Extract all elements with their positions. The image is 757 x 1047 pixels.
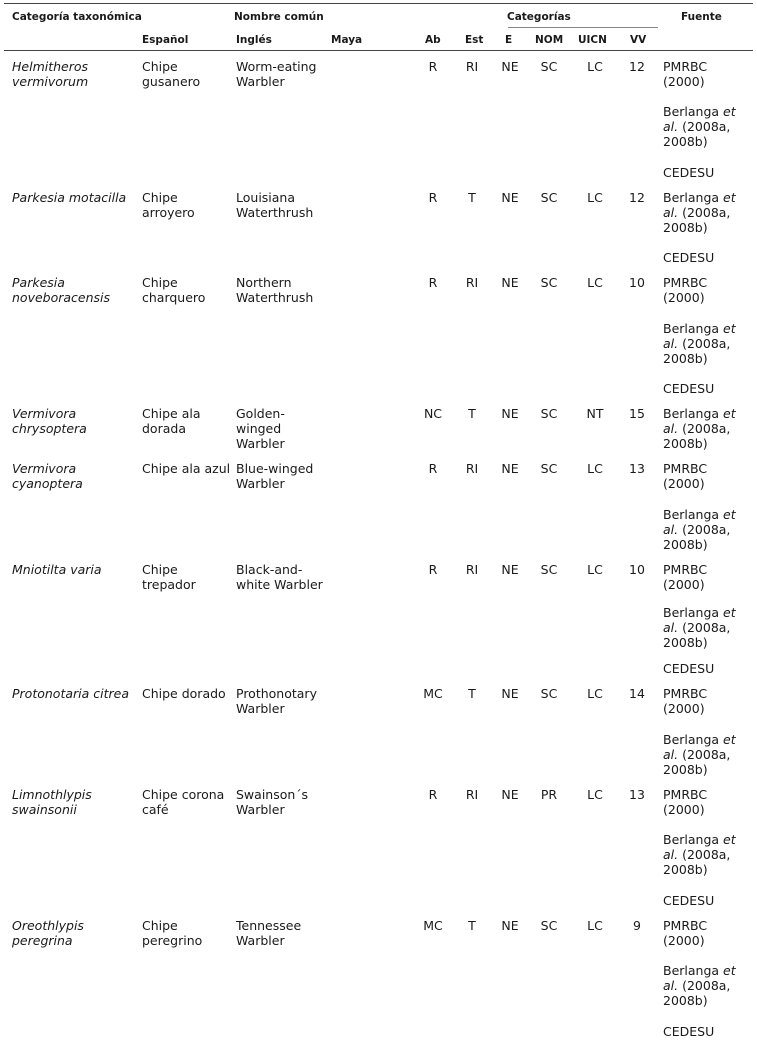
cell-taxon: Parkesia motacilla: [12, 190, 127, 205]
source-italic: et al.: [663, 963, 736, 993]
cell-est: RI: [465, 787, 479, 802]
cell-spanish: Chipe corona café: [142, 787, 225, 817]
source-years: (2008a, 2008b): [663, 336, 731, 366]
cell-ab: MC: [423, 686, 443, 701]
source-italic: et al.: [663, 190, 736, 220]
cell-nom: SC: [540, 190, 558, 205]
cell-nom: SC: [540, 562, 558, 577]
source-years: (2008a, 2008b): [663, 847, 731, 877]
source-citation: [663, 104, 743, 149]
cell-est: T: [468, 918, 476, 933]
cell-taxon: Oreothlypis peregrina: [12, 918, 84, 948]
cell-english: Golden-winged Warbler: [236, 406, 285, 451]
cell-spanish: Chipe ala azul: [142, 461, 231, 476]
source-text: Berlanga: [663, 832, 724, 847]
source-text: PMRBC (2000): [663, 918, 708, 948]
source-citation: [663, 59, 743, 89]
cell-ab: R: [428, 190, 438, 205]
cell-e: NE: [501, 59, 519, 74]
header-source: Fuente: [681, 11, 722, 23]
source-italic: et al.: [663, 321, 736, 351]
categories-rule: [508, 27, 658, 28]
cell-spanish: Chipe dorado: [142, 686, 226, 701]
source-text: CEDESU: [663, 1024, 715, 1039]
source-text: Berlanga: [663, 406, 724, 421]
source-text: Berlanga: [663, 507, 724, 522]
source-citation: [663, 562, 743, 592]
source-text: CEDESU: [663, 250, 715, 265]
cell-e: NE: [501, 461, 519, 476]
source-text: PMRBC (2000): [663, 59, 708, 89]
source-text: CEDESU: [663, 661, 715, 676]
cell-est: T: [468, 190, 476, 205]
cell-spanish: Chipe peregrino: [142, 918, 203, 948]
source-citation: [663, 406, 743, 451]
source-citation: [663, 1024, 743, 1039]
header-spanish: Español: [142, 34, 189, 46]
source-citation: [663, 321, 743, 366]
source-citation: [663, 275, 743, 305]
cell-ab: R: [428, 59, 438, 74]
source-italic: et al.: [663, 605, 736, 635]
cell-english: Prothonotary Warbler: [236, 686, 317, 716]
source-text: PMRBC (2000): [663, 686, 708, 716]
table-header-rule: [4, 50, 753, 51]
table-top-rule: [4, 3, 753, 4]
cell-uicn: NT: [586, 406, 604, 421]
cell-spanish: Chipe trepador: [142, 562, 196, 592]
cell-uicn: LC: [587, 918, 603, 933]
source-years: (2008a, 2008b): [663, 978, 731, 1008]
source-citation: [663, 507, 743, 552]
source-italic: et al.: [663, 832, 736, 862]
source-citation: [663, 250, 743, 265]
cell-spanish: Chipe ala dorada: [142, 406, 201, 436]
source-citation: [663, 686, 743, 716]
source-text: PMRBC (2000): [663, 461, 708, 491]
cell-ab: R: [428, 562, 438, 577]
source-citation: [663, 190, 743, 235]
cell-nom: SC: [540, 918, 558, 933]
cell-uicn: LC: [587, 461, 603, 476]
source-years: (2008a, 2008b): [663, 522, 731, 552]
source-citation: [663, 832, 743, 877]
source-text: Berlanga: [663, 605, 724, 620]
header-uicn: UICN: [578, 34, 607, 46]
source-text: PMRBC (2000): [663, 562, 708, 592]
source-years: (2008a, 2008b): [663, 620, 731, 650]
source-years: (2008a, 2008b): [663, 747, 731, 777]
header-nom: NOM: [535, 34, 564, 46]
cell-nom: SC: [540, 461, 558, 476]
cell-ab: NC: [423, 406, 443, 421]
source-text: CEDESU: [663, 381, 715, 396]
source-italic: et al.: [663, 104, 736, 134]
cell-nom: SC: [540, 686, 558, 701]
cell-ab: R: [428, 787, 438, 802]
cell-e: NE: [501, 686, 519, 701]
source-years: (2008a, 2008b): [663, 421, 731, 451]
source-text: Berlanga: [663, 104, 724, 119]
header-taxon: Categoría taxonómica: [12, 11, 142, 23]
header-est: Est: [465, 34, 484, 46]
cell-taxon: Helmitheros vermivorum: [12, 59, 89, 89]
source-italic: et al.: [663, 732, 736, 762]
cell-vv: 13: [629, 787, 645, 802]
source-text: PMRBC (2000): [663, 787, 708, 817]
header-e: E: [505, 34, 513, 46]
source-years: (2008a, 2008b): [663, 205, 731, 235]
cell-uicn: LC: [587, 787, 603, 802]
header-maya: Maya: [331, 34, 363, 46]
source-text: Berlanga: [663, 732, 724, 747]
source-italic: et al.: [663, 406, 736, 436]
source-citation: [663, 963, 743, 1008]
cell-e: NE: [501, 190, 519, 205]
cell-vv: 10: [629, 562, 645, 577]
cell-nom: SC: [540, 406, 558, 421]
source-citation: [663, 605, 743, 650]
cell-uicn: LC: [587, 59, 603, 74]
source-text: CEDESU: [663, 165, 715, 180]
source-italic: et al.: [663, 507, 736, 537]
source-citation: [663, 461, 743, 491]
cell-e: NE: [501, 562, 519, 577]
cell-nom: SC: [540, 275, 558, 290]
cell-ab: R: [428, 461, 438, 476]
cell-taxon: Vermivora cyanoptera: [12, 461, 83, 491]
cell-english: Worm-eating Warbler: [236, 59, 317, 89]
cell-ab: MC: [423, 918, 443, 933]
cell-e: NE: [501, 275, 519, 290]
cell-english: Tennessee Warbler: [236, 918, 302, 948]
source-citation: [663, 381, 743, 396]
cell-est: RI: [465, 275, 479, 290]
cell-taxon: Parkesia noveboracensis: [12, 275, 111, 305]
cell-taxon: Limnothlypis swainsonii: [12, 787, 92, 817]
cell-uicn: LC: [587, 562, 603, 577]
cell-e: NE: [501, 787, 519, 802]
cell-vv: 12: [629, 190, 645, 205]
cell-uicn: LC: [587, 190, 603, 205]
cell-nom: SC: [540, 59, 558, 74]
cell-taxon: Mniotilta varia: [12, 562, 102, 577]
cell-english: Swainson´s Warbler: [236, 787, 309, 817]
cell-taxon: Vermivora chrysoptera: [12, 406, 87, 436]
source-text: Berlanga: [663, 321, 724, 336]
cell-e: NE: [501, 406, 519, 421]
cell-vv: 13: [629, 461, 645, 476]
cell-spanish: Chipe gusanero: [142, 59, 201, 89]
cell-taxon: Protonotaria citrea: [12, 686, 129, 701]
cell-spanish: Chipe arroyero: [142, 190, 195, 220]
source-citation: [663, 893, 743, 908]
cell-est: RI: [465, 461, 479, 476]
cell-vv: 12: [629, 59, 645, 74]
source-citation: [663, 732, 743, 777]
cell-spanish: Chipe charquero: [142, 275, 206, 305]
cell-vv: 9: [633, 918, 641, 933]
cell-e: NE: [501, 918, 519, 933]
source-citation: [663, 661, 743, 676]
cell-est: T: [468, 406, 476, 421]
source-citation: [663, 787, 743, 817]
cell-english: Blue-winged Warbler: [236, 461, 314, 491]
cell-uicn: LC: [587, 686, 603, 701]
source-citation: [663, 918, 743, 948]
cell-vv: 10: [629, 275, 645, 290]
source-text: Berlanga: [663, 963, 724, 978]
header-english: Inglés: [236, 34, 272, 46]
cell-ab: R: [428, 275, 438, 290]
source-years: (2008a, 2008b): [663, 119, 731, 149]
cell-vv: 15: [629, 406, 645, 421]
cell-english: Black-and-white Warbler: [236, 562, 323, 592]
cell-est: T: [468, 686, 476, 701]
cell-english: Northern Waterthrush: [236, 275, 314, 305]
source-citation: [663, 165, 743, 180]
cell-est: RI: [465, 59, 479, 74]
cell-uicn: LC: [587, 275, 603, 290]
source-text: CEDESU: [663, 893, 715, 908]
source-text: Berlanga: [663, 190, 724, 205]
cell-english: Louisiana Waterthrush: [236, 190, 314, 220]
cell-nom: PR: [540, 787, 558, 802]
header-vv: VV: [630, 34, 647, 46]
source-text: PMRBC (2000): [663, 275, 708, 305]
header-ab: Ab: [425, 34, 441, 46]
header-common-name: Nombre común: [234, 11, 324, 23]
header-categories: Categorías: [507, 11, 571, 23]
cell-est: RI: [465, 562, 479, 577]
cell-vv: 14: [629, 686, 645, 701]
